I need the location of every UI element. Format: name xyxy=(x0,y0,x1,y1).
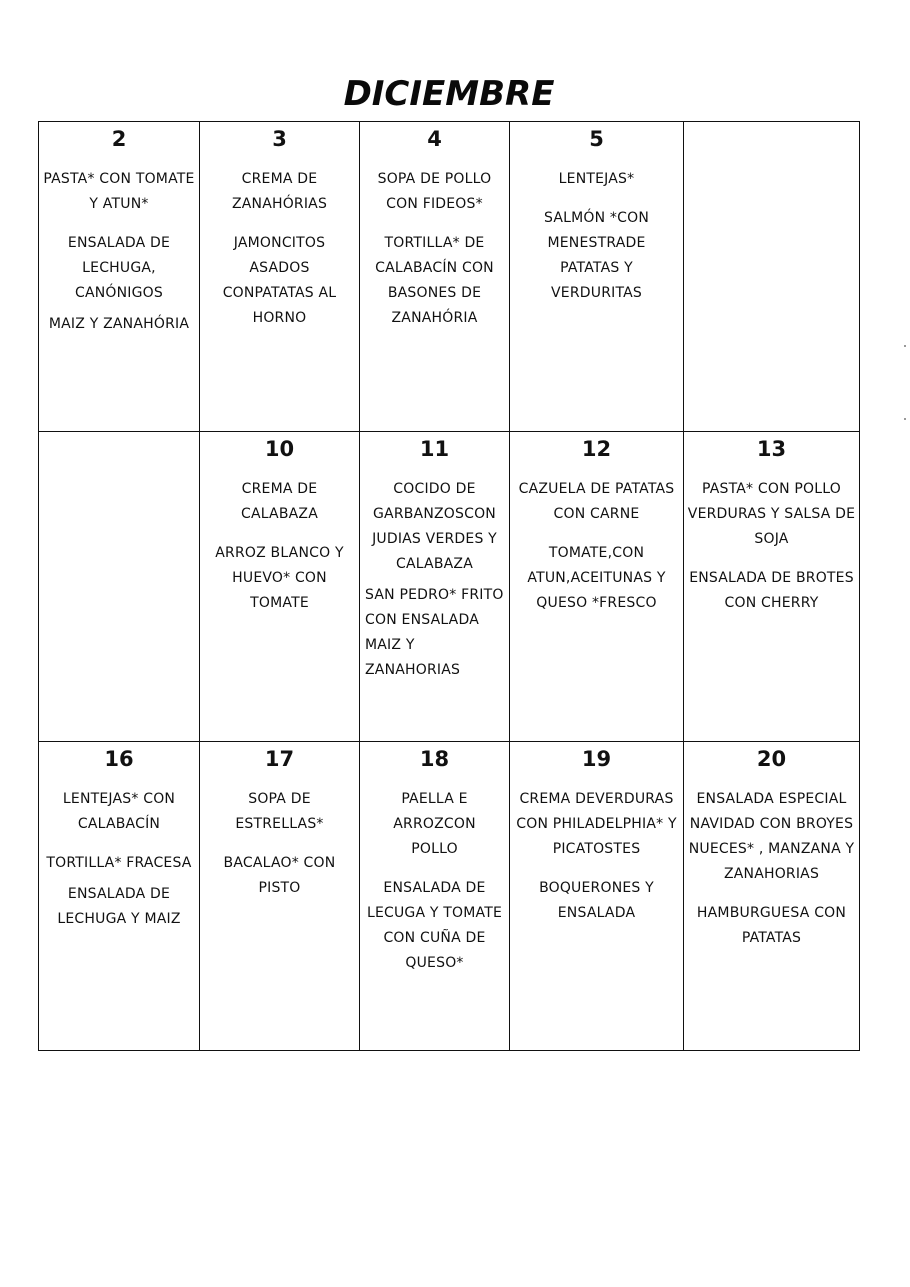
scan-speck xyxy=(904,418,906,420)
dish: ENSALADA DE LECHUGA, CANÓNIGOS xyxy=(67,235,171,301)
dish: SOPA DE ESTRELLAS* xyxy=(235,791,324,832)
day-cell xyxy=(360,122,510,432)
day-cell-empty xyxy=(684,122,859,432)
dish: CAZUELA DE PATATAS CON CARNE xyxy=(518,481,675,522)
dish: LENTEJAS* xyxy=(558,171,635,187)
day-cell xyxy=(684,432,859,742)
page-title: DICIEMBRE xyxy=(343,74,555,114)
day-number: 16 xyxy=(104,747,134,771)
dish: ENSALADA ESPECIAL NAVIDAD CON BROYES NUECES* , MANZANA Y ZANAHORIAS xyxy=(688,791,855,882)
dish: PASTA* CON POLLO VERDURAS Y SALSA DE SOJA xyxy=(687,481,856,547)
menu-calendar xyxy=(38,121,860,1051)
day-number: 13 xyxy=(756,437,787,461)
day-cell xyxy=(510,742,684,1050)
dish: ENSALADA DE LECHUGA Y MAIZ xyxy=(57,886,181,927)
day-cell xyxy=(200,432,360,742)
dish: BACALAO* CON PISTO xyxy=(223,855,336,896)
day-cell xyxy=(39,742,200,1050)
dish: JAMONCITOS ASADOS CONPATATAS AL HORNO xyxy=(222,235,337,326)
dish: PAELLA E ARROZCON POLLO xyxy=(393,791,476,857)
day-number: 17 xyxy=(264,747,295,771)
dish: TOMATE,CON ATUN,ACEITUNAS Y QUESO *FRESCO xyxy=(527,545,666,611)
dish: ARROZ BLANCO Y HUEVO* CON TOMATE xyxy=(215,545,344,611)
day-number: 3 xyxy=(272,127,287,151)
day-number xyxy=(686,127,857,151)
day-cell xyxy=(39,122,200,432)
dish: TORTILLA* FRACESA xyxy=(46,855,192,871)
dish: CREMA DE CALABAZA xyxy=(240,481,318,522)
day-number: 4 xyxy=(427,127,442,151)
dish: LENTEJAS* CON CALABACÍN xyxy=(62,791,176,832)
dish: BOQUERONES Y ENSALADA xyxy=(539,880,654,921)
day-cell xyxy=(510,432,684,742)
dish: CREMA DEVERDURAS CON PHILADELPHIA* Y PICATOSTES xyxy=(516,791,677,857)
day-cell xyxy=(360,432,510,742)
dish: ENSALADA DE LECUGA Y TOMATE CON CUÑA DE QUESO* xyxy=(366,880,503,971)
dish: SALMÓN *CON MENESTRADE PATATAS Y VERDURITAS xyxy=(543,210,649,301)
day-cell xyxy=(684,742,859,1050)
dish: CREMA DE ZANAHÓRIAS xyxy=(231,171,328,212)
dish: PASTA* CON TOMATE Y ATUN* xyxy=(43,171,195,212)
dish: TORTILLA* DE CALABACÍN CON BASONES DE ZANAHÓRIA xyxy=(375,235,494,326)
dish: MAIZ Y ZANAHÓRIA xyxy=(48,316,190,332)
day-number: 12 xyxy=(581,437,612,461)
day-number: 20 xyxy=(756,747,787,771)
dish: SOPA DE POLLO CON FIDEOS* xyxy=(377,171,492,212)
day-number: 5 xyxy=(589,127,604,151)
day-cell xyxy=(360,742,510,1050)
day-number: 18 xyxy=(419,747,450,771)
day-number: 19 xyxy=(581,747,612,771)
dish: COCIDO DE GARBANZOSCON JUDIAS VERDES Y CALABAZA xyxy=(372,481,497,572)
dish: SAN PEDRO* FRITO CON ENSALADA MAIZ Y ZANAHORIAS xyxy=(365,587,504,678)
day-cell xyxy=(510,122,684,432)
dish: ENSALADA DE BROTES CON CHERRY xyxy=(689,570,854,611)
scan-speck xyxy=(904,345,906,347)
dish: HAMBURGUESA CON PATATAS xyxy=(696,905,847,946)
day-cell xyxy=(200,122,360,432)
day-number xyxy=(41,437,197,461)
day-cell-empty xyxy=(39,432,200,742)
day-number: 10 xyxy=(264,437,295,461)
day-number: 2 xyxy=(111,127,127,151)
day-cell xyxy=(200,742,360,1050)
day-number: 11 xyxy=(419,437,450,461)
